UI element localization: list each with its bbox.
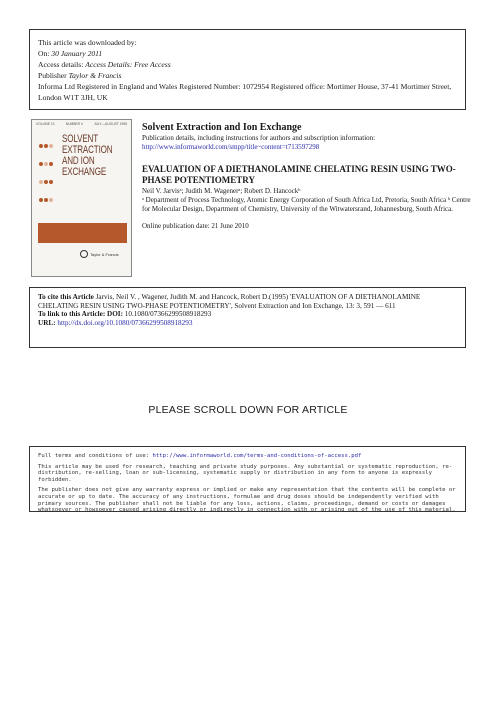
registration-text: Informa Ltd Registered in England and Wales Registered Number: 1072954 Registered office: Mortimer House, 37-41 Mortimer Street, London W1T 3JH, UK [38,82,452,102]
journal-cover-image [31,119,132,277]
cite-text: Jarvis, Neil V. , Wagener, Judith M. and Hancock, Robert D.(1995) 'EVALUATION OF A DIETHANOLAMINE CHELATING RESIN USING TWO-PHASE POTENTIOMETRY', Solvent Extraction and Ion Exchange, 13: 3, 591 — 611 [38,293,421,310]
publisher-line: Publisher Taylor & Francis [38,71,122,80]
terms-paragraph-usage: This article may be used for research, teaching and private study purposes. Any substantial or systematic reproduction, re-distribution, re-selling, loan or sub-licensing, systematic supply or distribution in any form to anyone is expressly forbidden. [38,463,453,483]
terms-paragraph-disclaimer: The publisher does not give any warranty express or implied or make any representation that the contents will be complete or accurate or up to date. The accuracy of any instructions, formulae and drug doses should be independently verified with primary sources. The publisher shall not be liable for any loss, actions, claims, proceedings, demand or costs or damages whatsoever or howsoever caused arising directly or indirectly in connection with or arising out of the use of this material. [38,487,456,514]
access-details: Access Details: Free Access [85,60,171,69]
journal-title: Solvent Extraction and Ion Exchange [142,122,302,133]
journal-url-link[interactable]: http://www.informaworld.com/smpp/title~content=t713597298 [142,143,320,151]
cite-label: To cite this Article [38,293,94,301]
terms-url-link[interactable]: http://www.informaworld.com/terms-and-conditions-of-access.pdf [152,453,362,459]
download-heading: This article was downloaded by: [38,38,137,47]
cover-color-band [38,223,127,243]
terms-box [29,446,466,512]
article-title: EVALUATION OF A DIETHANOLAMINE CHELATING RESIN USING TWO-PHASE POTENTIOMETRY [142,164,456,185]
scroll-down-notice: PLEASE SCROLL DOWN FOR ARTICLE [148,404,348,416]
download-info-box [29,29,466,110]
article-metadata [142,122,472,231]
download-date: 30 January 2011 [51,49,103,58]
access-details-line: Access details: Access Details: Free Access [38,60,171,69]
author-affiliations: ᵃ Department of Process Technology, Atomic Energy Corporation of South Africa Ltd, Pretoria, South Africa ᵇ Centre for Molecular Design, Department of Chemistry, University of the Witwatersrand, Johannesburg, South Africa. [142,196,471,213]
citation-box [29,287,466,348]
doi-line: To link to this Article: DOI: 10.1080/07366299508918293 [38,310,212,319]
doi-value: 10.1080/07366299508918293 [124,310,212,319]
cover-header: VOLUME 13 NUMBER 4 JULY—AUGUST 1995 [36,122,127,126]
cover-title: SOLVENT EXTRACTION AND ION EXCHANGE [62,133,113,178]
publisher-logo-icon [80,250,88,258]
cover-publisher-logo: Taylor & Francis [80,250,119,258]
article-authors: Neil V. Jarvisᵃ; Judith M. Wagenerᵃ; Robert D. Hancockᵇ [142,187,301,195]
publisher-name: Taylor & Francis [68,71,122,80]
publication-details: Publication details, including instructions for authors and subscription information: [142,134,376,142]
cite-paragraph [38,293,457,310]
online-publication-date: Online publication date: 21 June 2010 [142,222,249,230]
url-line: URL: http://dx.doi.org/10.1080/07366299508918293 [38,318,193,327]
doi-url-link[interactable]: http://dx.doi.org/10.1080/07366299508918293 [57,318,193,327]
cover-dot-pattern [38,136,60,208]
download-date-line: On: 30 January 2011 [38,49,103,58]
full-terms-line: Full terms and conditions of use: http://www.informaworld.com/terms-and-conditions-of-access.pdf [38,453,362,459]
